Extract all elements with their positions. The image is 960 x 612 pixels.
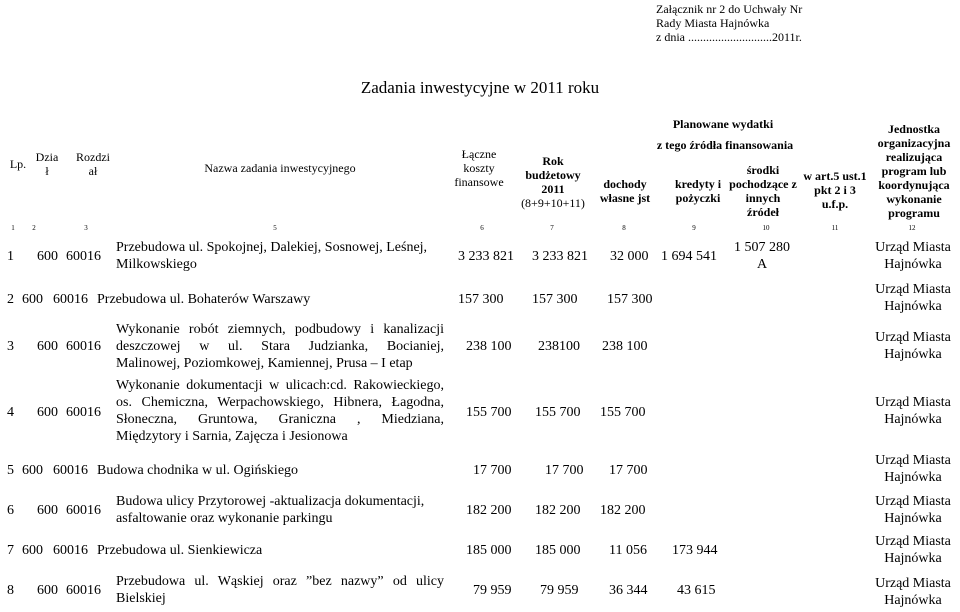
row-rozdzial: 60016 [66, 503, 101, 518]
row-dochody: 36 344 [609, 583, 648, 598]
column-number: 12 [908, 224, 916, 232]
row-unit: Urząd Miasta Hajnówka [875, 240, 951, 272]
row-dzial: 600 [22, 543, 43, 558]
row-unit: Urząd Miasta Hajnówka [875, 453, 951, 485]
attachment-note [656, 2, 802, 44]
column-number: 6 [480, 224, 484, 232]
row-name: Przebudowa ul. Spokojnej, Dalekiej, Sosnowej, Leśnej, Milkowskiego [116, 240, 428, 272]
row-koszty: 79 959 [473, 583, 512, 598]
row-rozdzial: 60016 [66, 405, 101, 420]
row-koszty: 17 700 [473, 463, 512, 478]
row-unit: Urząd Miasta Hajnówka [875, 576, 951, 608]
row-name: Przebudowa ul. Wąskiej oraz ”bez nazwy” od ulicy Bielskiej [116, 574, 444, 606]
column-number: 11 [831, 224, 839, 232]
row-rok: 155 700 [535, 405, 581, 420]
row-rok: 17 700 [545, 463, 584, 478]
row-dochody: 182 200 [600, 503, 646, 518]
row-unit: Urząd Miasta Hajnówka [875, 534, 951, 566]
row-dzial: 600 [37, 405, 58, 420]
row-rozdzial: 60016 [53, 463, 88, 478]
header-rozdzial: Rozdzi ał [76, 150, 110, 178]
row-koszty: 3 233 821 [458, 249, 514, 264]
attachment-line: Załącznik nr 2 do Uchwały Nr [656, 2, 803, 16]
header-dzial: Dzia ł [35, 150, 59, 178]
column-number: 10 [762, 224, 770, 232]
header-rok: Rok budżetowy 2011 (8+9+10+11) [521, 154, 585, 210]
header-wart: w art.5 ust.1 pkt 2 i 3 u.f.p. [803, 169, 867, 211]
row-koszty: 185 000 [466, 543, 512, 558]
row-kredyty: 43 615 [677, 583, 716, 598]
attachment-line: z dnia ............................2011r. [656, 30, 802, 44]
row-koszty: 238 100 [466, 339, 512, 354]
page-title: Zadania inwestycyjne w 2011 roku [360, 78, 600, 97]
row-rok: 3 233 821 [532, 249, 588, 264]
row-lp: 8 [7, 583, 14, 598]
header-nazwa: Nazwa zadania inwestycyjnego [204, 161, 356, 175]
row-lp: 6 [7, 503, 14, 518]
row-name: Przebudowa ul. Sienkiewicza [97, 543, 263, 558]
row-name: Budowa chodnika w ul. Ogińskiego [97, 463, 299, 478]
row-kredyty: 1 694 541 [661, 249, 717, 264]
row-rozdzial: 60016 [53, 543, 88, 558]
row-dzial: 600 [22, 463, 43, 478]
header-z-tego: z tego źródła finansowania [656, 138, 794, 152]
row-dzial: 600 [37, 503, 58, 518]
header-dochody: dochody własne jst [599, 177, 651, 205]
row-dochody: 32 000 [610, 249, 649, 264]
row-rok: 238100 [538, 339, 580, 354]
column-number: 1 [11, 224, 15, 232]
row-rozdzial: 60016 [53, 292, 88, 307]
row-unit: Urząd Miasta Hajnówka [875, 494, 951, 526]
row-srodki: 1 507 280 A [734, 240, 790, 272]
column-number: 9 [692, 224, 696, 232]
row-koszty: 157 300 [458, 292, 504, 307]
column-number: 3 [84, 224, 88, 232]
row-name: Budowa ulicy Przytorowej -aktualizacja dokumentacji, asfaltowanie oraz wykonanie parkingu [116, 494, 425, 526]
header-planowane: Planowane wydatki [672, 117, 774, 131]
row-name: Przebudowa ul. Bohaterów Warszawy [97, 292, 311, 307]
header-kredyty: kredyty i pożyczki [674, 177, 722, 205]
column-number: 7 [550, 224, 554, 232]
row-dochody: 238 100 [602, 339, 648, 354]
header-lp: Lp. [9, 157, 27, 171]
row-unit: Urząd Miasta Hajnówka [875, 330, 951, 362]
row-lp: 5 [7, 463, 14, 478]
row-lp: 2 [7, 292, 14, 307]
row-rozdzial: 60016 [66, 339, 101, 354]
row-unit: Urząd Miasta Hajnówka [875, 395, 951, 427]
row-koszty: 155 700 [466, 405, 512, 420]
row-rok: 157 300 [532, 292, 578, 307]
row-dochody: 17 700 [609, 463, 648, 478]
row-dzial: 600 [37, 249, 58, 264]
row-rok: 182 200 [535, 503, 581, 518]
row-name: Wykonanie dokumentacji w ulicach:cd. Rakowieckiego, os. Chemiczna, Werpachowskiego, Hibnera, Łagodna, Słoneczna, Gruntowa, Graniczna , Miedziana, Międzytory i Sarnia, Zajęcza i Jesionowa [116, 378, 444, 444]
row-dochody: 155 700 [600, 405, 646, 420]
column-number: 2 [32, 224, 36, 232]
header-srodki: środki pochodzące z innych źródeł [729, 163, 797, 219]
row-rozdzial: 60016 [66, 249, 101, 264]
row-unit: Urząd Miasta Hajnówka [875, 282, 951, 314]
row-dochody: 11 056 [609, 543, 647, 558]
row-rozdzial: 60016 [66, 583, 101, 598]
row-lp: 7 [7, 543, 14, 558]
row-dochody: 157 300 [607, 292, 653, 307]
row-dzial: 600 [37, 339, 58, 354]
row-lp: 4 [7, 405, 14, 420]
header-jednostka: Jednostka organizacyjna realizująca program lub koordynująca wykonanie programu [877, 122, 951, 220]
row-lp: 3 [7, 339, 14, 354]
header-koszty: Łączne koszty finansowe [454, 147, 504, 189]
row-dzial: 600 [37, 583, 58, 598]
row-kredyty: 173 944 [672, 543, 718, 558]
row-koszty: 182 200 [466, 503, 512, 518]
attachment-line: Rady Miasta Hajnówka [656, 16, 770, 30]
column-number: 5 [273, 224, 277, 232]
row-rok: 79 959 [540, 583, 579, 598]
row-name: Wykonanie robót ziemnych, podbudowy i kanalizacji deszczowej w ul. Stara Judzianka, Bocianiej, Malinowej, Poziomkowej, Kamiennej, Prusa – I etap [116, 322, 444, 371]
column-number: 8 [622, 224, 626, 232]
row-rok: 185 000 [535, 543, 581, 558]
row-dzial: 600 [22, 292, 43, 307]
row-lp: 1 [7, 249, 14, 264]
